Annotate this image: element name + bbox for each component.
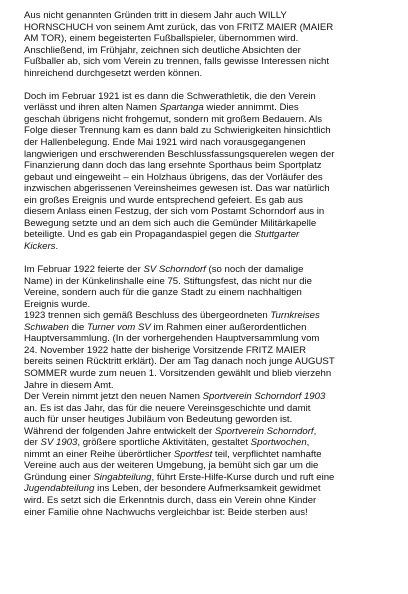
document-body [24,10,394,518]
text-line [24,10,394,22]
italic-text: Schwaben [24,321,69,333]
text-line [24,33,394,45]
text-line [24,310,394,322]
text-line [24,426,394,438]
text-line [24,229,394,241]
text-line [24,183,394,195]
text-span: Anschließend, im Frühjahr, zeichnen sich deutliche Absichten der [24,44,301,56]
text-span: nimmt an einer Reihe überörtlicher [24,448,174,460]
text-line [24,195,394,207]
text-span: an. Es ist das Jahr, das für die neuere Vereinsgeschichte und damit [24,402,311,414]
text-line [24,380,394,392]
text-line [24,218,394,230]
text-line [24,276,394,288]
text-span: wieder annimmt. Dies [203,102,299,114]
text-line [24,483,394,495]
text-line [24,495,394,507]
text-span: Der Verein nimmt jetzt den neuen Namen [24,391,203,403]
italic-text: Jugendabteilung [24,483,95,495]
text-line [24,45,394,57]
text-span: auch für unser heutiges Jubiläum von Bedeutung geworden ist. [24,414,293,426]
text-line [24,299,394,311]
text-span: langwierigen und erschwerenden Beschlussfassungsquerelen wegen der [24,148,335,160]
text-span: Fußballer ab, sich vom Verein zu trennen, falls gewisse Interessen nicht [24,56,330,68]
italic-text: Sportverein Schorndorf 1903 [202,391,326,403]
text-line [24,102,394,114]
text-line [24,68,394,80]
italic-text: Kickers [24,240,56,252]
italic-text: Singabteilung [93,471,152,483]
text-line [24,391,394,403]
text-span: verlässt und ihren alten Namen [24,102,160,114]
text-span: Vereine, sondern auch für die ganze Stadt zu einem nachhaltigen [24,287,302,299]
text-line [24,287,394,299]
text-span: Finanzierung dann doch das lang ersehnte Sporthaus beim Sportplatz [24,160,322,172]
text-span: SOMMER wurde zum neuen 1. Vorsitzenden gewählt und blieb vierzehn [24,367,332,379]
text-line [24,149,394,161]
text-line [24,137,394,149]
text-line [24,403,394,415]
text-span: geschah übrigens nicht frohgemut, sondern mit großem Bedauern. Als [24,113,323,125]
text-span: Aus nicht genannten Gründen tritt in diesem Jahr auch WILLY [24,10,287,21]
paragraph [24,91,394,253]
italic-text: SV Schorndorf [143,264,206,276]
text-line [24,472,394,484]
text-span: teil, verpflichtet namhafte [212,448,322,460]
text-span: , größere sportliche Aktivitäten, gestaltet [77,437,251,449]
italic-text: Sportverein Schorndorf [214,425,314,437]
text-span: , [306,437,310,449]
text-span: beteiligte. Und es gab ein Propagandaspiel gegen die [24,229,255,241]
italic-text: Stuttgarter [254,229,300,241]
italic-text: Sportfest [173,448,213,460]
text-span: Während der folgenden Jahre entwickelt der [24,425,215,437]
text-line [24,356,394,368]
text-span: ein großes Ereignis und wurde entsprechend gefeiert. Es gab aus [24,194,303,206]
text-span: hinreichend durchgesetzt werden können. [24,67,203,79]
text-line [24,125,394,137]
text-line [24,160,394,172]
text-span: der [24,437,41,449]
text-span: Vereine auch aus der weiteren Umgebung, ja bemüht sich gar um die [24,460,319,472]
text-line [24,345,394,357]
text-span: , [313,425,317,437]
text-line [24,22,394,34]
text-span: ins Leben, der besondere Aufmerksamkeit gewidmet [94,483,321,495]
text-span: im Rahmen einer außerordentlichen [150,321,307,333]
text-line [24,333,394,345]
italic-text: SV 1903 [40,437,78,449]
text-span: diesem Anlass einen Festzug, der sich vom Postamt Schorndorf aus in [24,206,325,218]
italic-text: Turnkreises [270,310,320,322]
text-span: die [68,321,87,333]
text-span: gebaut und eingeweiht – ein Holzhaus übrigens, das der Vorläufer des [24,171,323,183]
text-span: Gründung einer [24,471,94,483]
text-span: AM TOR), einem begeisterten Fußballspieler, übernommen wird. [24,33,299,45]
text-line [24,368,394,380]
text-span: einer Familie ohne Nachwuchs vergleichbar ist: Beide sterben aus! [24,506,308,518]
text-span: , führt Erste-Hilfe-Kurse durch und ruft eine [151,471,335,483]
text-line [24,91,394,103]
text-span: Hauptversammlung. (In der vorhergehenden Hauptversammlung vom [24,333,320,345]
paragraph [24,10,394,79]
text-span: wird. Es setzt sich die Erkenntnis durch, dass ein Verein ohne Kinder [24,494,317,506]
text-span: Ereignis wurde. [24,298,91,310]
text-line [24,114,394,126]
text-span: HORNSCHUCH von seinem Amt zurück, das von FRITZ MAIER (MAIER [24,21,334,33]
text-line [24,507,394,519]
text-span: Name) in der Künkelinshalle eine 75. Stiftungsfest, das nicht nur die [24,275,312,287]
text-line [24,206,394,218]
italic-text: Turner vom SV [86,321,151,333]
text-line [24,322,394,334]
text-span: Jahre in diesem Amt. [24,379,114,391]
text-span: 24. November 1922 hatte der bisherige Vorsitzende FRITZ MAIER [24,344,307,356]
text-line [24,414,394,426]
italic-text: Sportwochen [250,437,307,449]
text-span: bereits seinen Rücktritt erklärt). Der am Tag danach noch junge AUGUST [24,356,335,368]
text-span: Bewegung setzte und an dem sich auch die Gemünder Militärkapelle [24,217,317,229]
paragraph [24,264,394,518]
text-line [24,437,394,449]
text-span: . [55,240,59,252]
text-line [24,241,394,253]
text-line [24,460,394,472]
text-span: Im Februar 1922 feierte der [24,264,144,276]
text-span: (so noch der damalige [205,264,304,276]
text-line [24,449,394,461]
text-span: Doch im Februar 1921 ist es dann die Schwerathletik, die den Verein [24,90,316,102]
text-span: 1923 trennen sich gemäß Beschluss des übergeordneten [24,310,271,322]
text-line [24,172,394,184]
text-span: Folge dieser Trennung kam es dann bald zu Schwierigkeiten hinsichtlich [24,125,331,137]
italic-text: Spartanga [159,102,204,114]
text-span: der Hallenbelegung. Ende Mai 1921 wird nach vorausgegangenen [24,137,306,149]
text-line [24,264,394,276]
text-line [24,56,394,68]
text-span: inzwischen abgerissenen Vereinsheimes gewesen ist. Das war natürlich [24,183,330,195]
